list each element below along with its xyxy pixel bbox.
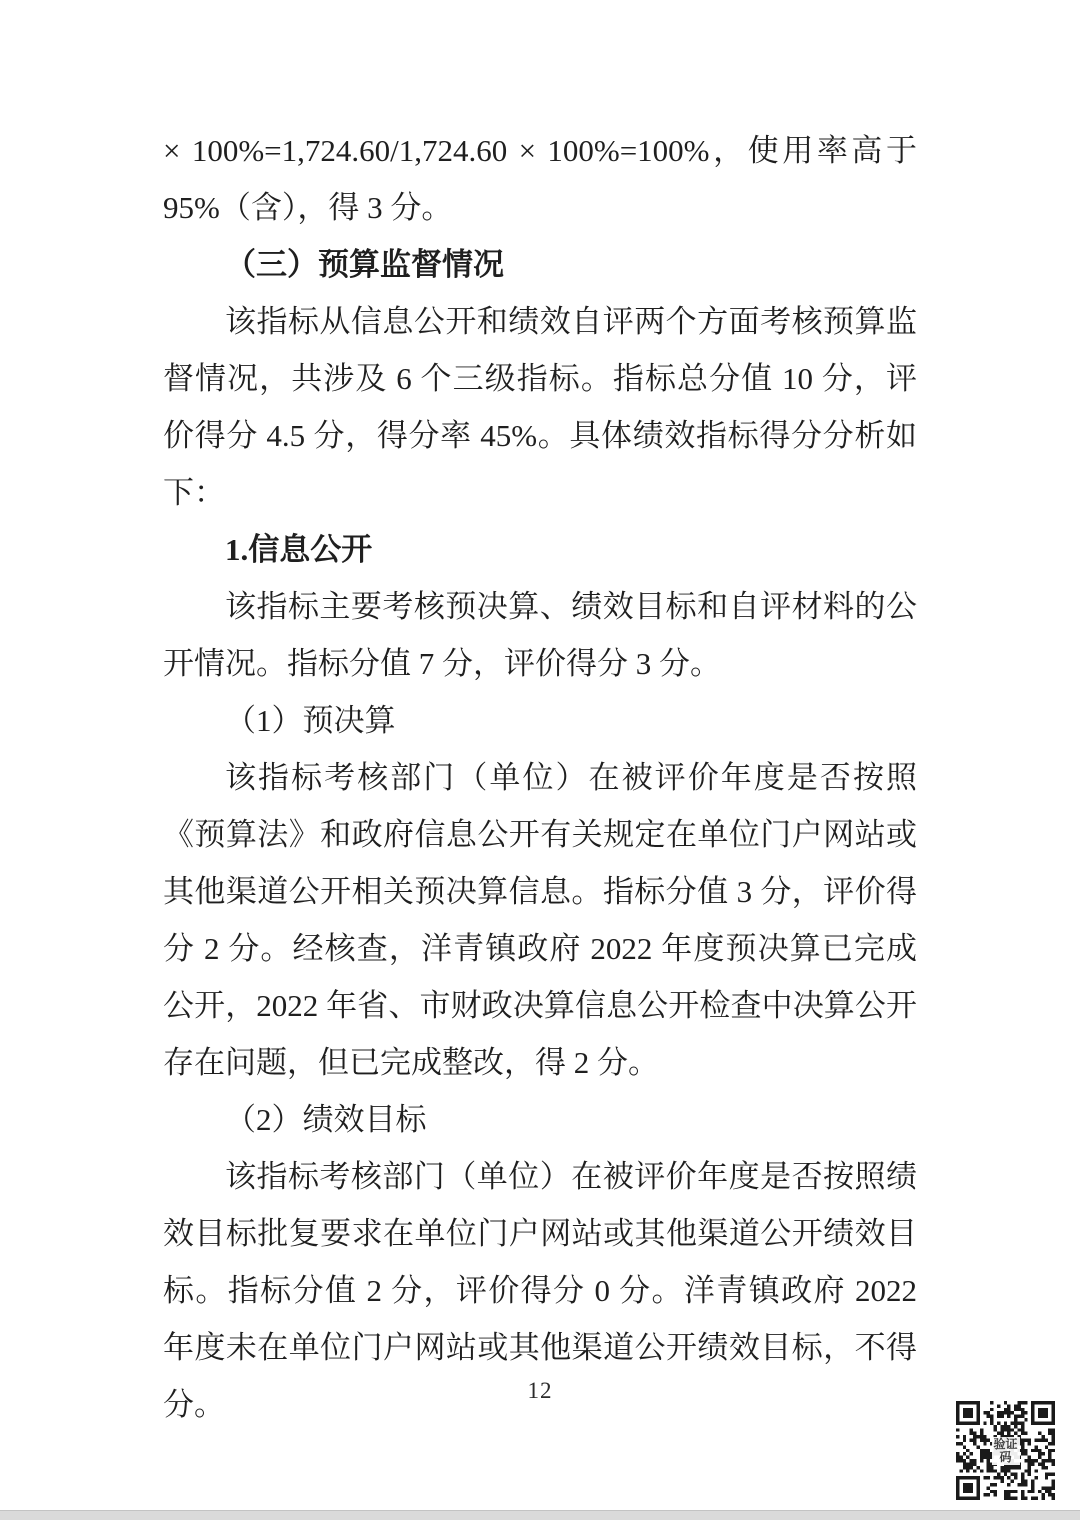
item-heading-budget-final-accounts: （1）预决算 — [225, 703, 396, 738]
paragraph-budget-final-accounts: 该指标考核部门（单位）在被评价年度是否按照《预算法》和政府信息公开有关规定在单位门户网站或其他渠道公开相关预决算信息。指标分值 3 分，评价得分 2 分。经核查，洋青镇政府 2022 年度预决算已完成公开，2022 年省、市财政决算信息公开检查中决算公开存在问题，但已完成整改，得 2 分。 — [163, 760, 917, 1080]
document-body — [163, 122, 917, 1433]
item-heading-performance-targets: （2）绩效目标 — [225, 1102, 427, 1137]
scan-edge-strip — [0, 1510, 1080, 1520]
page-number: 12 — [527, 1378, 553, 1403]
paragraph-disclosure-overview: 该指标主要考核预决算、绩效目标和自评材料的公开情况。指标分值 7 分，评价得分 3 分。 — [163, 589, 917, 681]
subsection-heading-information-disclosure: 1.信息公开 — [225, 532, 373, 567]
qr-watermark-line2: 码 — [999, 1449, 1012, 1464]
paragraph-performance-targets: 该指标考核部门（单位）在被评价年度是否按照绩效目标批复要求在单位门户网站或其他渠道公开绩效目标。指标分值 2 分，评价得分 0 分。洋青镇政府 2022 年度未在单位门户网站或其他渠道公开绩效目标，不得分。 — [163, 1159, 917, 1422]
qr-watermark-label — [991, 1437, 1019, 1465]
paragraph-continuation: × 100%=1,724.60/1,724.60 × 100%=100%，使用率高于 95%（含），得 3 分。 — [163, 133, 917, 225]
verification-qr-code — [956, 1401, 1055, 1500]
section-heading-budget-supervision: （三）预算监督情况 — [225, 247, 504, 282]
qr-watermark-line1: 验证 — [993, 1436, 1018, 1451]
paragraph-section-overview: 该指标从信息公开和绩效自评两个方面考核预算监督情况，共涉及 6 个三级指标。指标总分值 10 分，评价得分 4.5 分，得分率 45%。具体绩效指标得分分析如下： — [163, 304, 917, 510]
